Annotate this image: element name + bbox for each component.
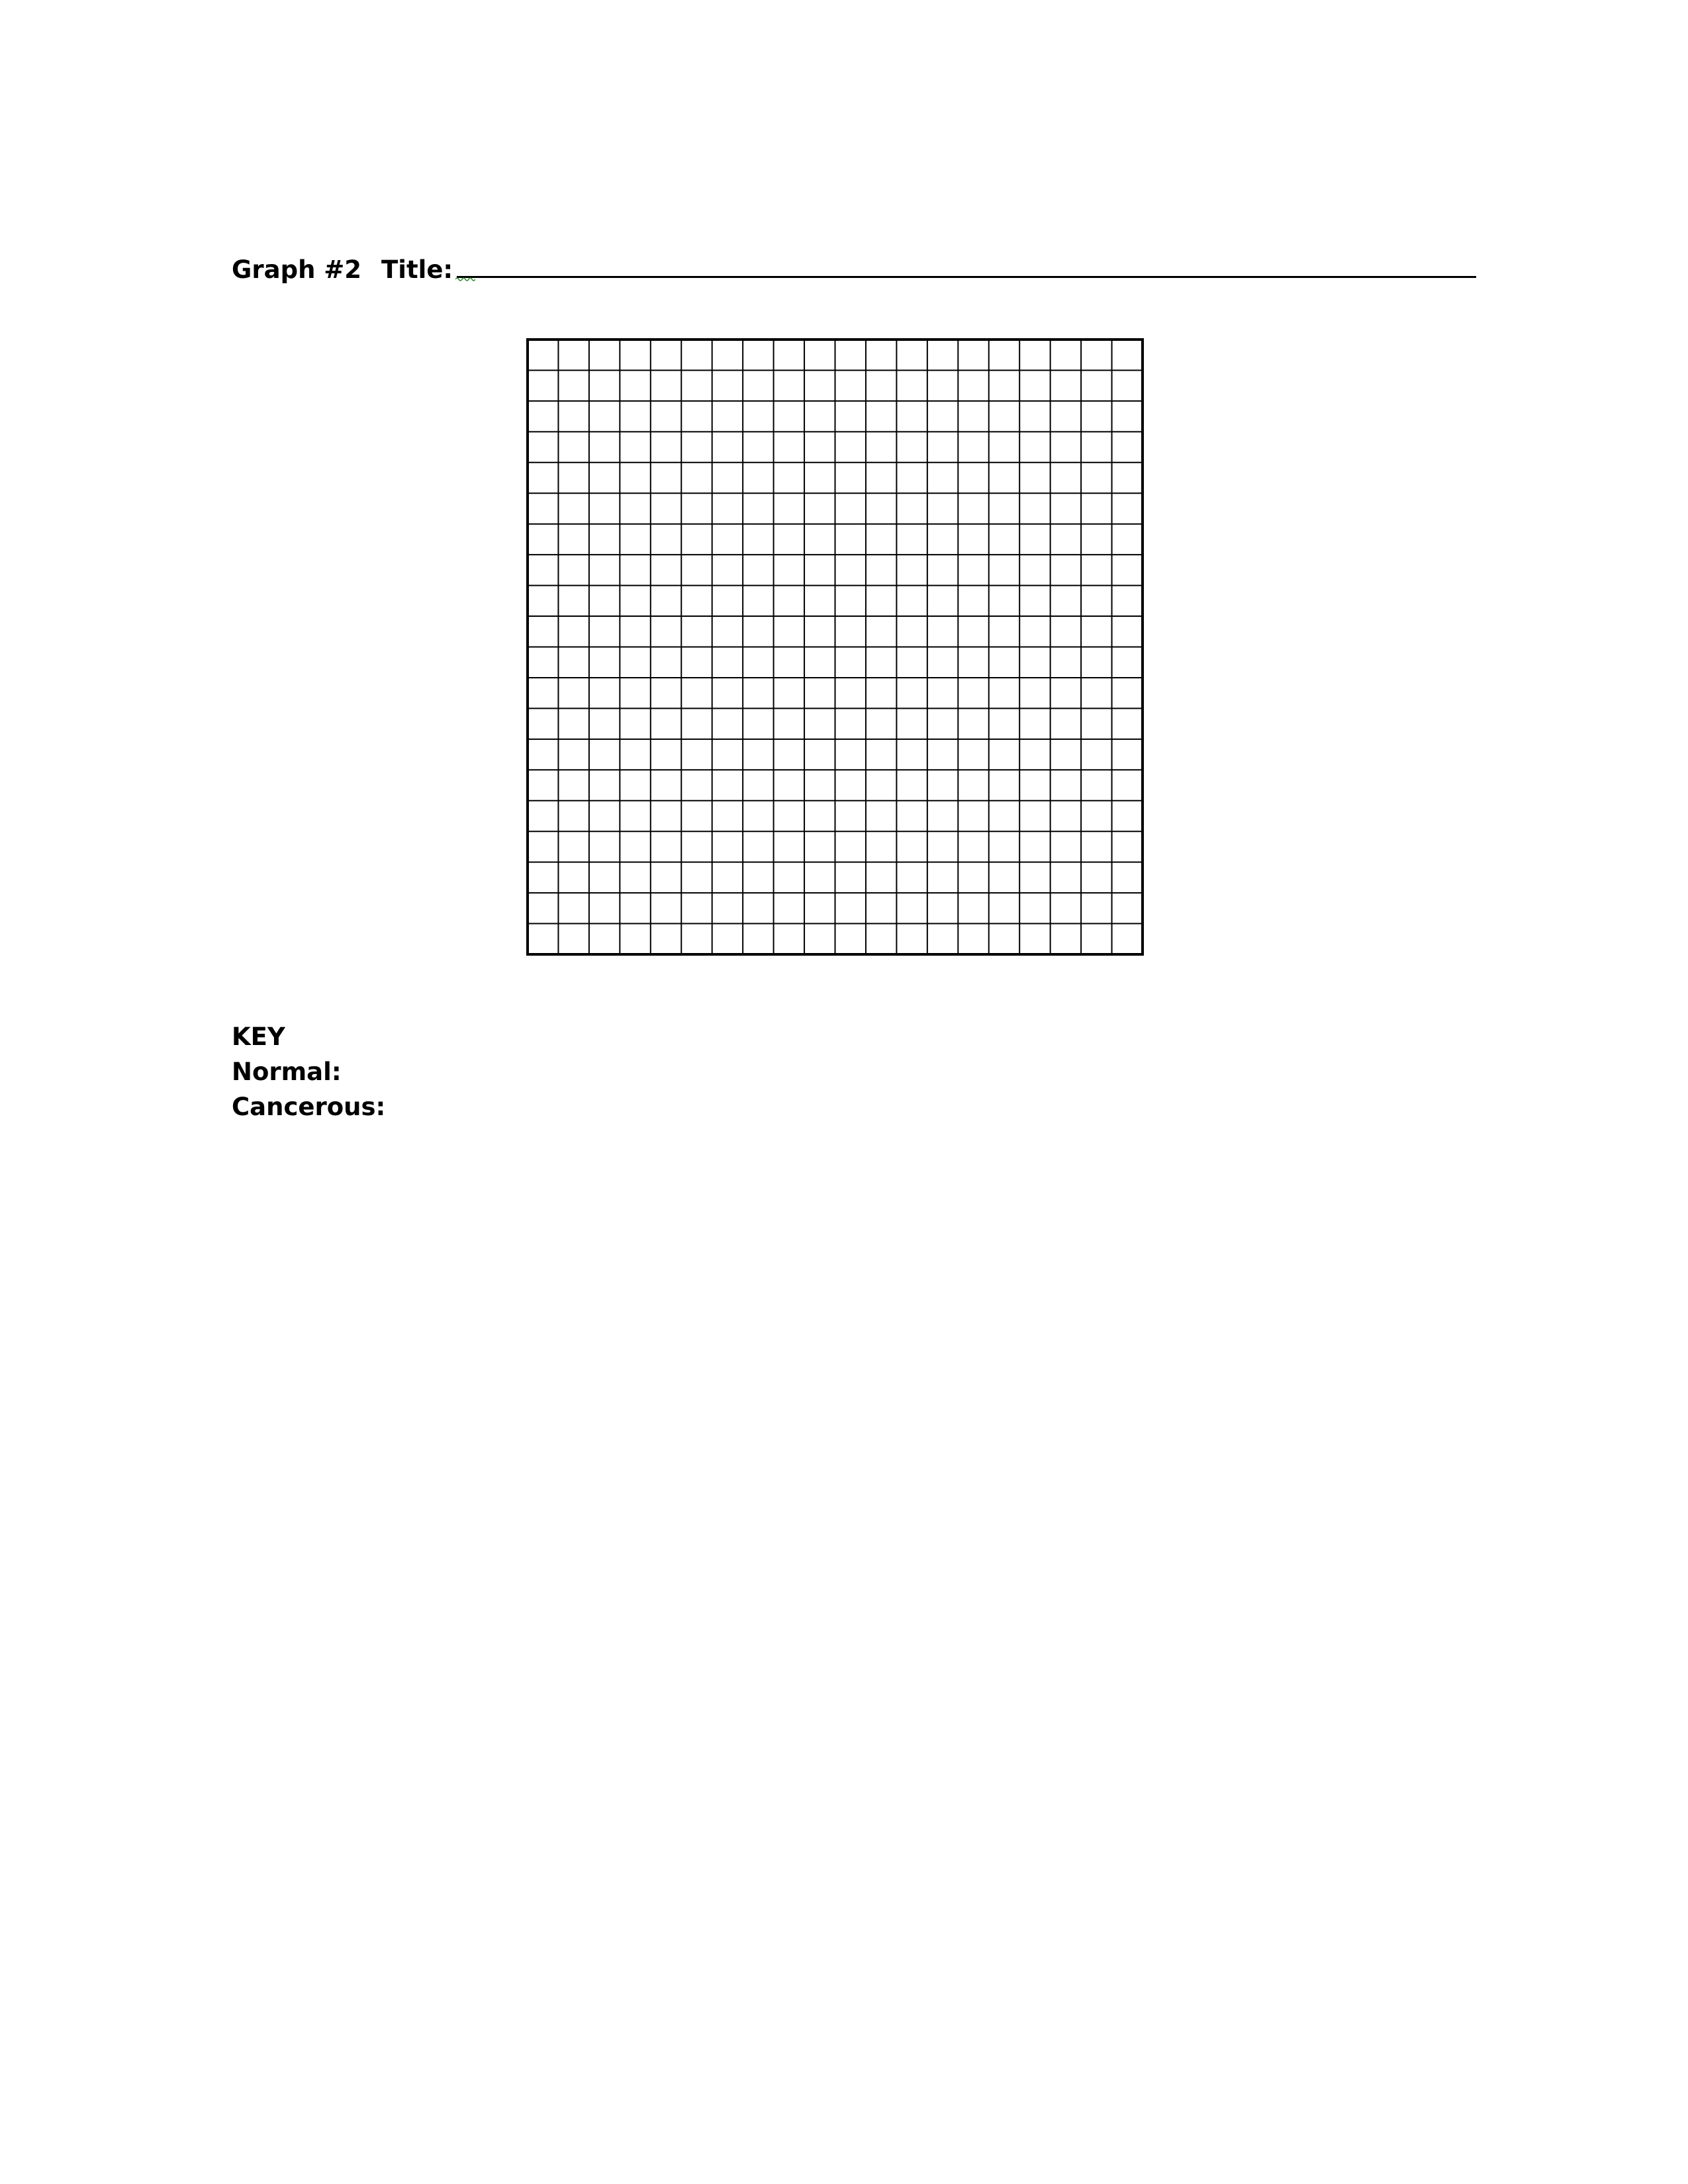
title-blank-line[interactable] [457,275,1476,278]
title-label: Title: [381,255,453,284]
key-item-normal: Normal: [232,1058,342,1086]
key-item-cancerous: Cancerous: [232,1093,386,1121]
graph-title-line [232,242,1476,282]
key-section [232,1019,385,1124]
spellcheck-squiggle-icon [455,277,475,282]
graph-grid[interactable] [526,338,1145,956]
graph-number-label: Graph #2 [232,255,362,284]
key-heading: KEY [232,1023,285,1051]
graph-grid-svg [526,338,1145,956]
